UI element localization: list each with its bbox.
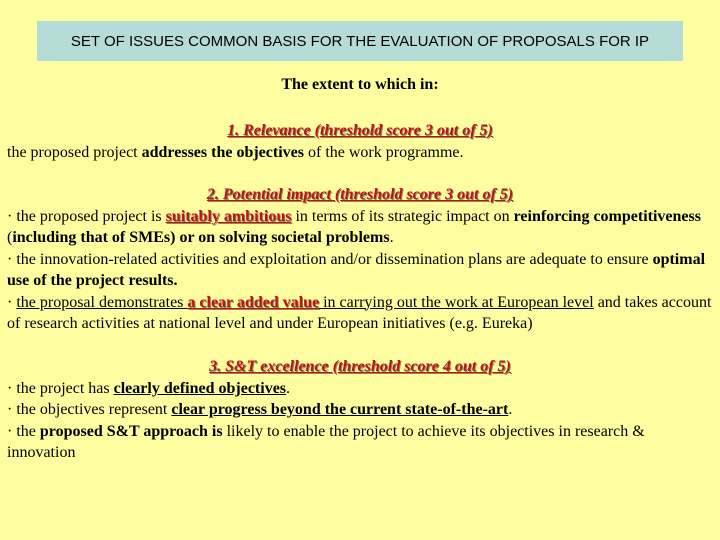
text-highlight: a clear added value — [187, 293, 320, 311]
excellence-bullet-1 — [7, 378, 713, 400]
intro-text: The extent to which in: — [281, 76, 439, 93]
text-bold: proposed S&T approach is — [39, 422, 223, 440]
text-span: · the proposed project is — [7, 207, 166, 225]
text-highlight: suitably ambitious — [165, 207, 292, 225]
section-heading-relevance: 1. Relevance (threshold score 3 out of 5) — [227, 122, 493, 139]
text-span: the proposed project — [7, 143, 142, 161]
text-span: . — [508, 401, 513, 418]
section-heading-excellence: 3. S&T excellence (threshold score 4 out of 5) — [209, 358, 511, 375]
text-span: · — [7, 293, 17, 311]
text-bold: reinforcing competitiveness — [513, 207, 701, 225]
section-impact — [7, 184, 713, 335]
text-underline: the proposal demonstrates — [16, 293, 188, 311]
text-span: · the innovation-related activities and exploitation and/or dissemination plans are adequate to ensure — [7, 250, 653, 268]
text-span: . — [286, 379, 291, 397]
section-heading-impact: 2. Potential impact (threshold score 3 out of 5) — [206, 186, 514, 203]
excellence-bullet-2 — [7, 399, 713, 421]
text-bold-underline: clearly defined objectives — [113, 379, 287, 397]
slide-title: SET OF ISSUES COMMON BASIS FOR THE EVALUATION OF PROPOSALS FOR IP — [70, 32, 650, 50]
text-bold: optimal use of the project results. — [7, 250, 706, 289]
text-span: in terms of its strategic impact on — [291, 207, 514, 225]
impact-bullet-2 — [7, 249, 713, 292]
text-span: ( — [7, 229, 13, 246]
text-span: · the objectives represent — [7, 401, 172, 418]
slide-title-box — [37, 21, 683, 61]
excellence-bullet-3 — [7, 421, 713, 464]
text-span: . — [389, 229, 394, 246]
text-span: and takes account of research activities at national level and under European initiatives (e.g. Eureka) — [7, 293, 712, 332]
text-span: · the — [7, 422, 40, 440]
impact-bullet-1 — [7, 206, 713, 249]
text-bold: addresses the objectives — [141, 143, 304, 161]
text-bold-underline: clear progress beyond the current state-of-the-art — [171, 401, 509, 418]
text-bold: including that of SMEs) or on solving societal problems — [12, 229, 390, 246]
section-excellence — [7, 356, 713, 464]
text-span: · the project has — [7, 379, 114, 397]
text-underline: in carrying out the work at European level — [319, 293, 594, 311]
text-span: likely to enable the project to achieve its objectives in research & innovation — [7, 422, 645, 461]
text-span: of the work programme. — [303, 143, 464, 161]
relevance-text — [7, 142, 713, 164]
impact-bullet-3 — [7, 292, 713, 335]
section-relevance — [7, 120, 713, 163]
